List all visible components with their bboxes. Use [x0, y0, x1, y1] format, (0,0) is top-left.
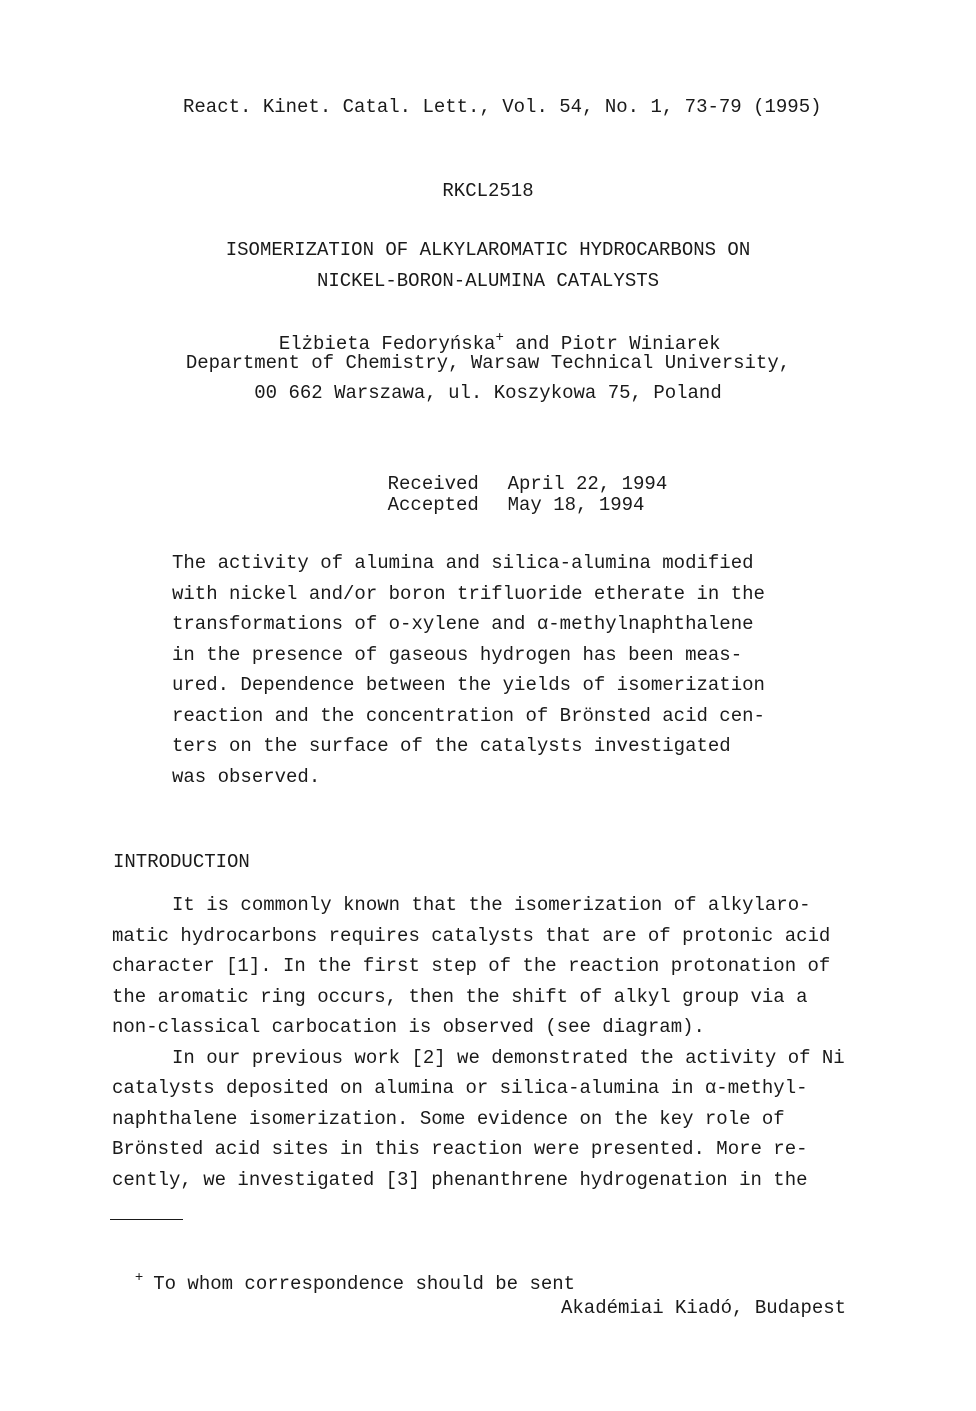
intro-line: catalysts deposited on alumina or silica-alumina in α-methyl-: [112, 1077, 808, 1099]
journal-citation: React. Kinet. Catal. Lett., Vol. 54, No. 1, 73-79 (1995): [183, 96, 822, 118]
accepted-label: Accepted: [387, 494, 479, 516]
author-joiner: and: [503, 333, 561, 355]
footnote-text: To whom correspondence should be sent: [153, 1273, 576, 1295]
footnote: [112, 1251, 575, 1295]
abstract: [172, 548, 812, 792]
accepted-value: May 18, 1994: [507, 494, 645, 516]
received-label: Received: [387, 473, 479, 495]
abstract-line: was observed.: [172, 765, 321, 788]
intro-line: character [1]. In the first step of the reaction protonation of: [112, 955, 831, 977]
introduction-body: [112, 890, 872, 1195]
publisher: Akadémiai Kiadó, Budapest: [561, 1297, 847, 1319]
footnote-mark: +: [134, 1270, 144, 1286]
abstract-line: transformations of o-xylene and α-methylnaphthalene: [172, 613, 754, 635]
title-line-1: ISOMERIZATION OF ALKYLAROMATIC HYDROCARBONS ON: [225, 239, 751, 261]
submission-dates: [342, 453, 668, 516]
section-heading-introduction: INTRODUCTION: [113, 851, 250, 873]
authors-line: [256, 311, 721, 355]
abstract-line: reaction and the concentration of Brönsted acid cen-: [172, 704, 765, 727]
intro-line: matic hydrocarbons requires catalysts that are of protonic acid: [112, 924, 831, 947]
intro-line: In our previous work [2] we demonstrated the activity of Ni: [172, 1046, 845, 1069]
footnote-divider: [110, 1219, 183, 1220]
title-line-2: NICKEL-BORON-ALUMINA CATALYSTS: [316, 270, 660, 292]
abstract-line: with nickel and/or boron trifluoride etherate in the: [172, 582, 765, 605]
intro-line: non-classical carbocation is observed (see diagram).: [112, 1016, 705, 1038]
intro-line: the aromatic ring occurs, then the shift of alkyl group via a: [112, 985, 808, 1008]
abstract-line: in the presence of gaseous hydrogen has been meas-: [172, 643, 743, 666]
abstract-line: ters on the surface of the catalysts investigated: [172, 735, 731, 757]
paper-code: RKCL2518: [442, 180, 534, 202]
intro-line: It is commonly known that the isomerization of alkylaro-: [172, 894, 811, 916]
author-first: Elżbieta Fedoryńska: [278, 333, 496, 355]
corresponding-author-mark: +: [495, 330, 504, 346]
author-second: Piotr Winiarek: [560, 333, 721, 355]
intro-line: cently, we investigated [3] phenanthrene hydrogenation in the: [112, 1168, 808, 1191]
affiliation-line-2: 00 662 Warszawa, ul. Koszykowa 75, Poland: [254, 382, 722, 404]
intro-line: Brönsted acid sites in this reaction were presented. More re-: [112, 1138, 808, 1160]
received-value: April 22, 1994: [507, 473, 668, 495]
affiliation-line-1: Department of Chemistry, Warsaw Technical University,: [185, 352, 791, 374]
intro-line: naphthalene isomerization. Some evidence on the key role of: [112, 1107, 785, 1130]
received-date: [342, 453, 668, 495]
abstract-line: ured. Dependence between the yields of isomerization: [172, 674, 765, 696]
abstract-line: The activity of alumina and silica-alumina modified: [172, 552, 754, 574]
